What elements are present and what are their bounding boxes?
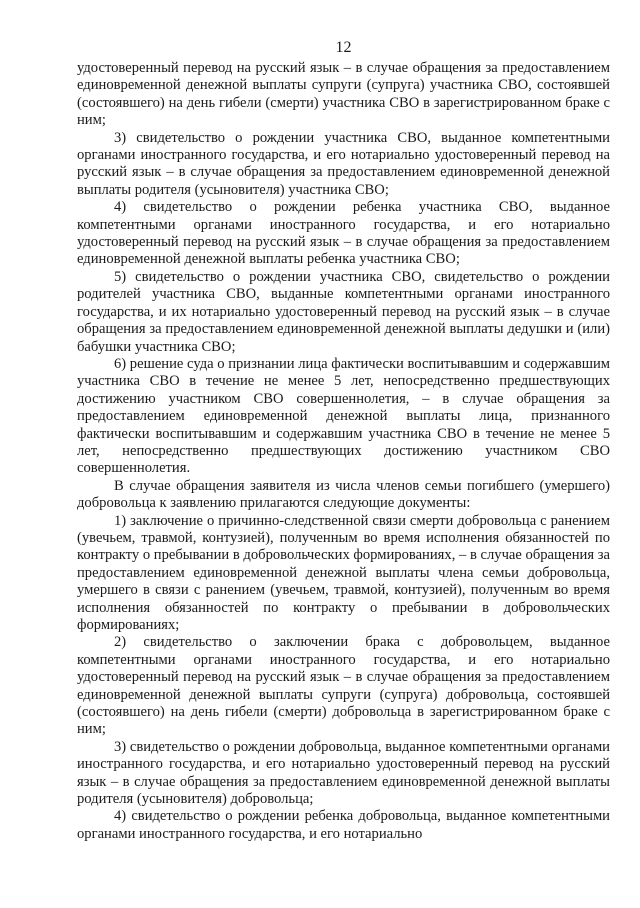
paragraph: 4) свидетельство о рождении ребенка участника СВО, выданное компетентными органами иностранного государства, и его нотариально удостоверенный перевод на русский язык – в случае обращения за предоставлением единовременной денежной выплаты ребенка участника СВО;	[77, 199, 610, 268]
paragraph: удостоверенный перевод на русский язык – в случае обращения за предоставлением единовременной денежной выплаты супруги (супруга) участника СВО, состоявшей (состоявшего) на день гибели (смерти) участника СВО в зарегистрированном браке с ним;	[77, 60, 610, 129]
paragraph: 1) заключение о причинно-следственной связи смерти добровольца с ранением (увечьем, травмой, контузией), полученным во время исполнения обязанностей по контракту о пребывании в добровольческих формированиях, – в случае обращения за предоставлением единовременной денежной выплаты члена семьи добровольца, умершего в связи с ранением (увечьем, травмой, контузией), полученным во время исполнения обязанностей по контракту о пребывании в добровольческих формированиях;	[77, 512, 610, 633]
paragraph: В случае обращения заявителя из числа членов семьи погибшего (умершего) добровольца к заявлению прилагаются следующие документы:	[77, 477, 610, 512]
paragraph: 4) свидетельство о рождении ребенка добровольца, выданное компетентными органами иностранного государства, и его нотариально	[77, 808, 610, 842]
paragraph: 3) свидетельство о рождении участника СВО, выданное компетентными органами иностранного государства, и его нотариально удостоверенный перевод на русский язык – в случае обращения за предоставлением единовременной денежной выплаты родителя (усыновителя) участника СВО;	[77, 129, 610, 198]
paragraph: 3) свидетельство о рождении добровольца, выданное компетентными органами иностранного государства, и его нотариально удостоверенный перевод на русский язык – в случае обращения за предоставлением единовременной денежной выплаты родителя (усыновителя) добровольца;	[77, 738, 610, 808]
document-body	[77, 60, 610, 843]
paragraph: 5) свидетельство о рождении участника СВО, свидетельство о рождении родителей участника СВО, выданные компетентными органами иностранного государства, и их нотариально удостоверенный перевод на русский язык – в случае обращения за предоставлением единовременной денежной выплаты дедушки и (или) бабушки участника СВО;	[77, 268, 610, 355]
page-number: 12	[335, 39, 352, 56]
paragraph: 6) решение суда о признании лица фактически воспитывавшим и содержавшим участника СВО в течение не менее 5 лет, непосредственно предшествующих достижению участником СВО совершеннолетия, – в случае обращения за предоставлением единовременной денежной выплаты лица, признанного фактически воспитывавшим и содержавшим участника СВО в течение не менее 5 лет, непосредственно предшествующих достижению участником СВО совершеннолетия.	[77, 355, 610, 477]
paragraph: 2) свидетельство о заключении брака с добровольцем, выданное компетентными органами иностранного государства, и его нотариально удостоверенный перевод на русский язык – в случае обращения за предоставлением единовременной денежной выплаты супруги (супруга) добровольца, состоявшей (состоявшего) на день гибели (смерти) добровольца в зарегистрированном браке с ним;	[77, 634, 610, 738]
